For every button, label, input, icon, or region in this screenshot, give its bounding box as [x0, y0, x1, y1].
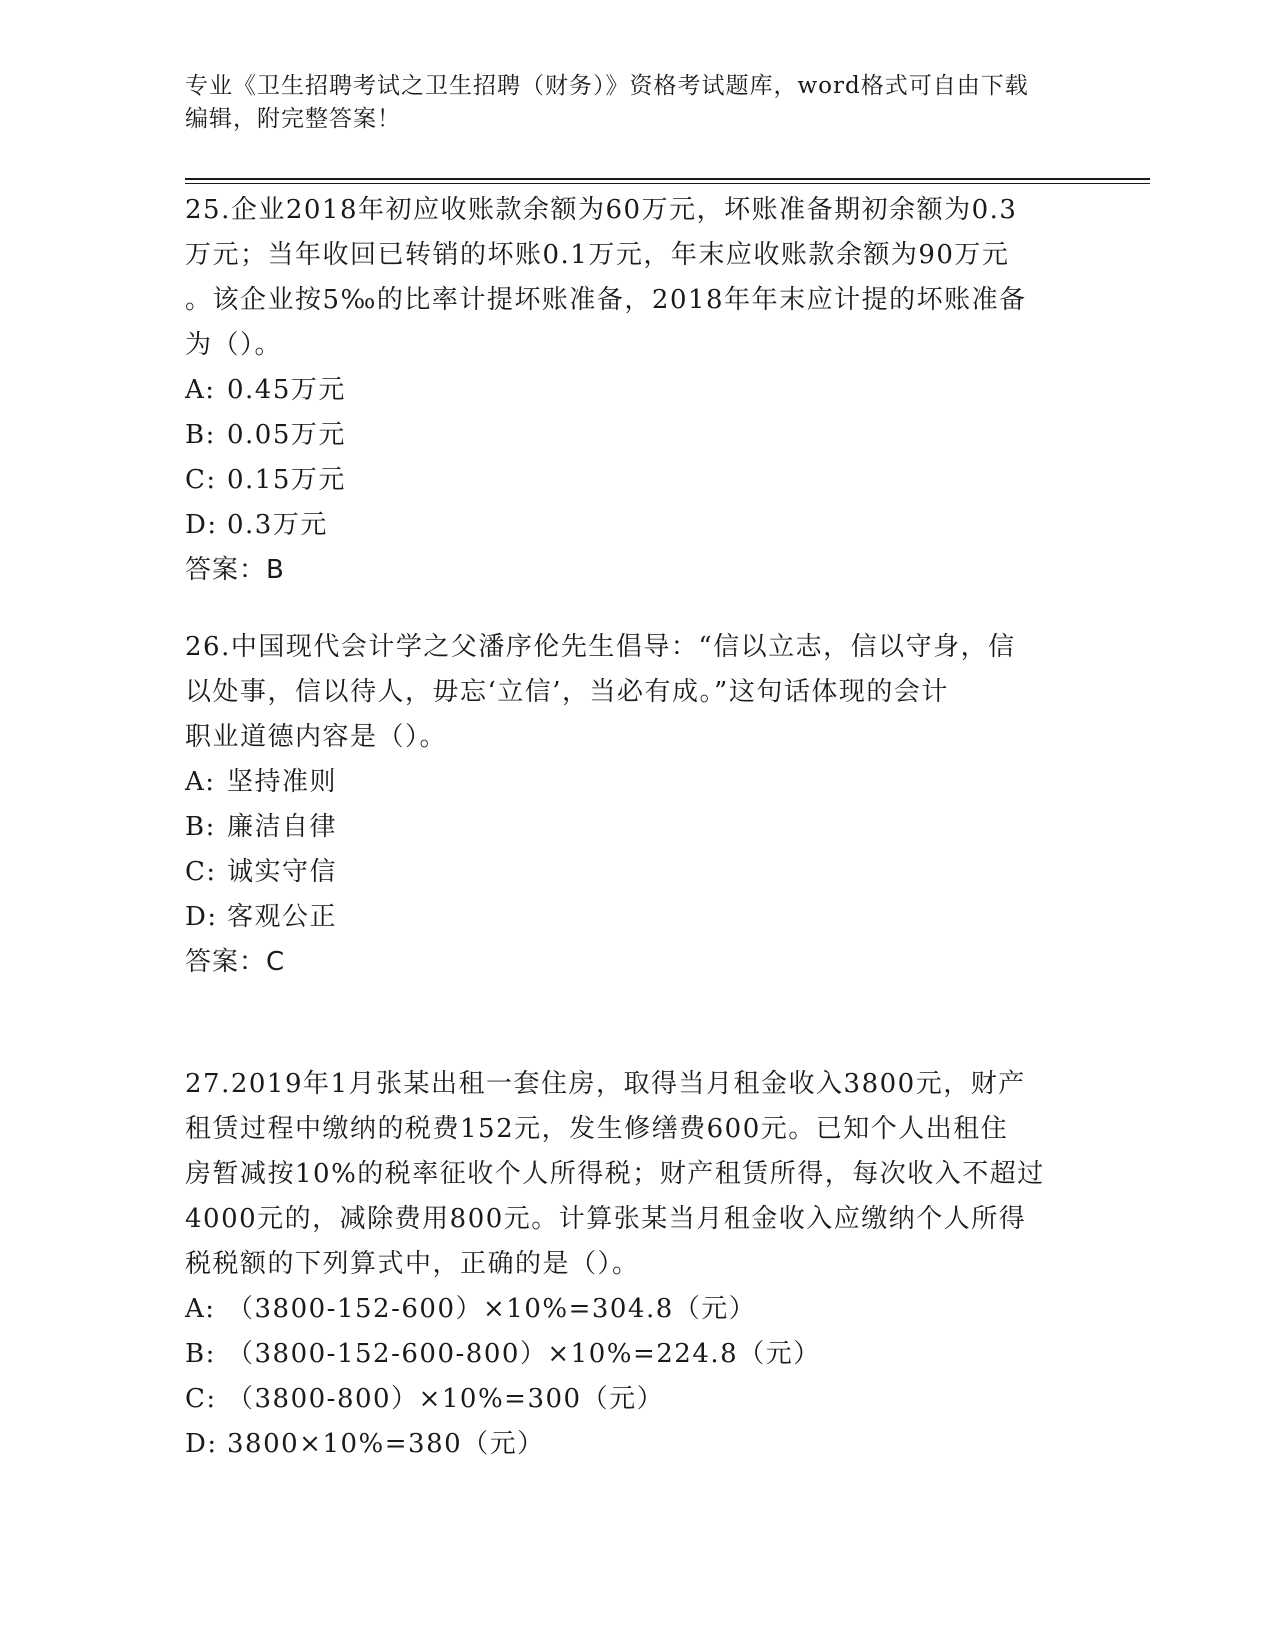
header-line-1: 专业《卫生招聘考试之卫生招聘（财务）》资格考试题库，word格式可自由下载 [185, 73, 1029, 99]
option-letter: A: [185, 1294, 216, 1324]
option-d [185, 895, 1085, 940]
stem-line: 以处事，信以待人，毋忘‘立信’，当必有成。”这句话体现的会计 [185, 677, 949, 707]
option-text: 坚持准则 [227, 767, 338, 797]
header-divider-thin [185, 183, 1150, 184]
option-letter: B: [185, 812, 216, 842]
question-27 [185, 1062, 1085, 1467]
document-header [185, 70, 1085, 136]
option-b [185, 413, 1085, 458]
option-text: 0.15万元 [227, 465, 346, 495]
option-letter: C: [185, 465, 217, 495]
option-text: 0.45万元 [227, 375, 346, 405]
option-list [185, 760, 1085, 940]
question-stem [185, 188, 1085, 368]
stem-line: 租赁过程中缴纳的税费152元，发生修缮费600元。已知个人出租住 [185, 1114, 1009, 1144]
stem-line: 职业道德内容是（）。 [185, 722, 448, 752]
option-d [185, 1422, 1085, 1467]
option-list [185, 368, 1085, 548]
option-text: （3800-800）×10%=300（元） [227, 1384, 665, 1414]
option-a [185, 1287, 1085, 1332]
stem-line: 为（）。 [185, 330, 283, 360]
option-text: 0.3万元 [227, 510, 328, 540]
stem-line: 万元；当年收回已转销的坏账0.1万元，年末应收账款余额为90万元 [185, 240, 1010, 270]
option-c [185, 458, 1085, 503]
question-stem [185, 1062, 1085, 1287]
option-letter: A: [185, 375, 216, 405]
stem-line: 25.企业2018年初应收账款余额为60万元，坏账准备期初余额为0.3 [185, 195, 1018, 225]
option-a [185, 368, 1085, 413]
option-a [185, 760, 1085, 805]
header-divider-thick [185, 178, 1150, 180]
option-list [185, 1287, 1085, 1467]
option-letter: C: [185, 1384, 217, 1414]
option-letter: A: [185, 767, 216, 797]
option-text: 3800×10%=380（元） [227, 1429, 545, 1459]
stem-line: 房暂减按10%的税率征收个人所得税；财产租赁所得，每次收入不超过 [185, 1159, 1045, 1189]
stem-line: 税税额的下列算式中，正确的是（）。 [185, 1249, 640, 1279]
question-25 [185, 188, 1085, 593]
stem-line: 4000元的，减除费用800元。计算张某当月租金收入应缴纳个人所得 [185, 1204, 1027, 1234]
question-26 [185, 625, 1085, 985]
stem-line: 27.2019年1月张某出租一套住房，取得当月租金收入3800元，财产 [185, 1069, 1026, 1099]
option-c [185, 1377, 1085, 1422]
option-letter: C: [185, 857, 217, 887]
answer-line: 答案：C [185, 947, 286, 977]
option-text: 客观公正 [227, 902, 338, 932]
option-b [185, 1332, 1085, 1377]
option-text: 廉洁自律 [227, 812, 338, 842]
option-letter: D: [185, 510, 218, 540]
header-line-2: 编辑，附完整答案！ [185, 106, 401, 132]
option-text: （3800-152-600）×10%=304.8（元） [227, 1294, 757, 1324]
option-b [185, 805, 1085, 850]
answer-line: 答案：B [185, 555, 285, 585]
question-stem [185, 625, 1085, 760]
stem-line: 。该企业按5‰的比率计提坏账准备，2018年年末应计提的坏账准备 [185, 285, 1027, 315]
stem-line: 26.中国现代会计学之父潘序伦先生倡导：“信以立志，信以守身，信 [185, 632, 1016, 662]
option-text: （3800-152-600-800）×10%=224.8（元） [227, 1339, 821, 1369]
option-text: 诚实守信 [227, 857, 338, 887]
option-letter: D: [185, 902, 218, 932]
option-d [185, 503, 1085, 548]
option-text: 0.05万元 [227, 420, 346, 450]
option-letter: B: [185, 420, 216, 450]
option-letter: D: [185, 1429, 218, 1459]
option-letter: B: [185, 1339, 216, 1369]
option-c [185, 850, 1085, 895]
